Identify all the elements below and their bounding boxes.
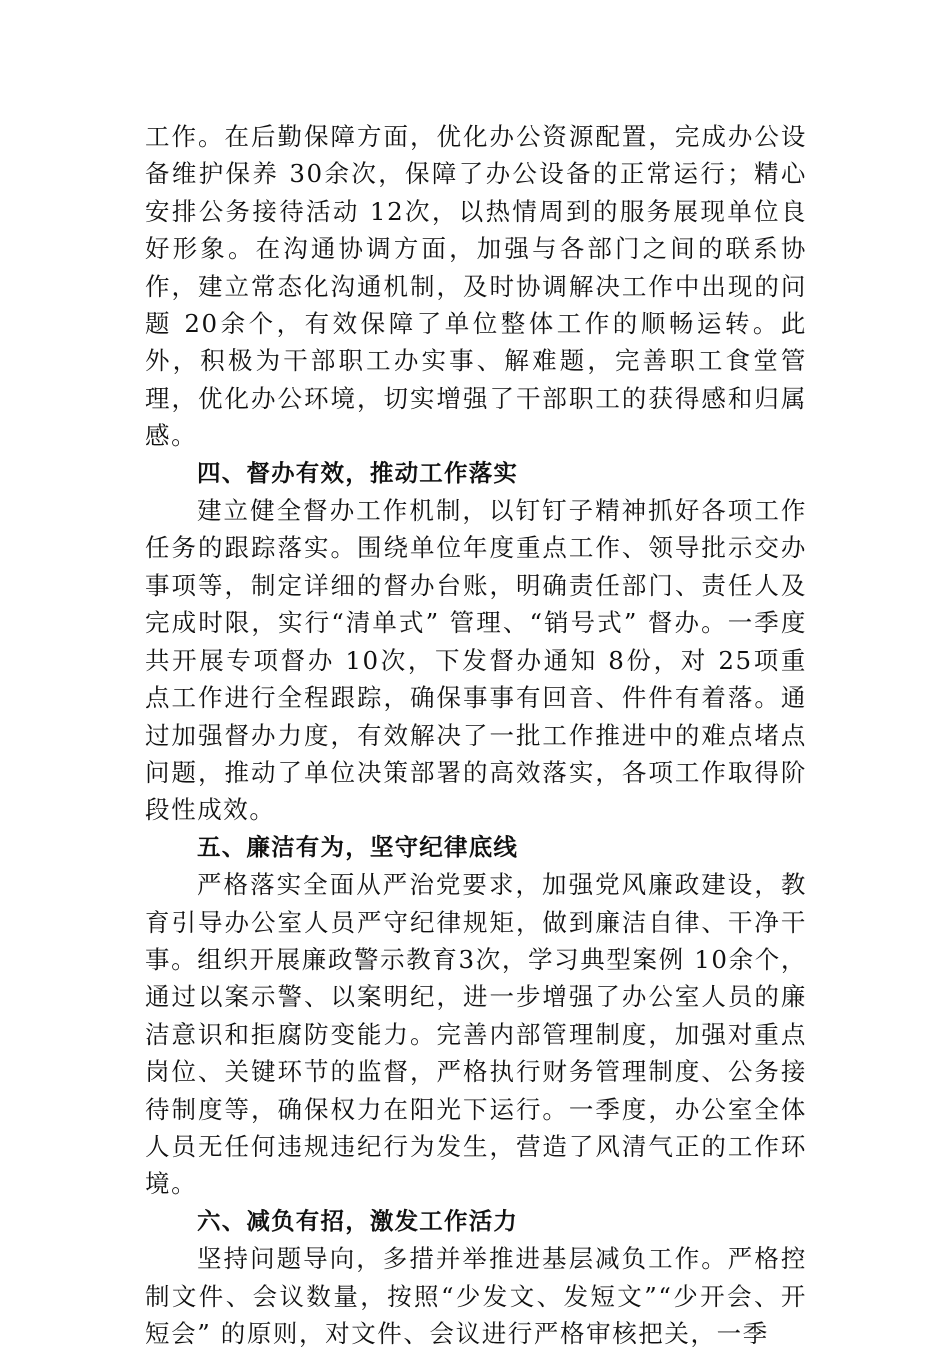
document-body: [145, 118, 807, 1352]
paragraph-burden-reduction: 坚持问题导向，多措并举推进基层减负工作。严格控制文件、会议数量，按照“少发文、发短文”“少开会、开短会” 的原则，对文件、会议进行严格审核把关，一季: [145, 1244, 807, 1348]
paragraph-supervision: 建立健全督办工作机制，以钉钉子精神抓好各项工作任务的跟踪落实。围绕单位年度重点工作、领导批示交办事项等，制定详细的督办台账，明确责任部门、责任人及完成时限，实行“清单式” 管理、“销号式” 督办。一季度共开展专项督办 10次，下发督办通知 8份，对 25项重点工作进行全程跟踪，确保事事有回音、件件有着落。通过加强督办力度，有效解决了一批工作推进中的难点堵点问题，推动了单位决策部署的高效落实，各项工作取得阶段性成效。: [145, 496, 807, 825]
paragraph-logistics: 工作。在后勤保障方面，优化办公资源配置，完成办公设备维护保养 30余次，保障了办公设备的正常运行；精心安排公务接待活动 12次，以热情周到的服务展现单位良好形象。在沟通协调方面，加强与各部门之间的联系协作，建立常态化沟通机制，及时协调解决工作中出现的问题 20余个，有效保障了单位整体工作的顺畅运转。此外，积极为干部职工办实事、解难题，完善职工食堂管理，优化办公环境，切实增强了干部职工的获得感和归属感。: [145, 122, 807, 451]
section-heading-integrity: 五、廉洁有为，坚守纪律底线: [197, 832, 519, 861]
section-heading-supervision: 四、督办有效，推动工作落实: [197, 458, 519, 487]
section-heading-burden-reduction: 六、减负有招，激发工作活力: [197, 1206, 519, 1235]
paragraph-integrity: 严格落实全面从严治党要求，加强党风廉政建设，教育引导办公室人员严守纪律规矩，做到廉洁自律、干净干事。组织开展廉政警示教育3次，学习典型案例 10余个，通过以案示警、以案明纪，进一步增强了办公室人员的廉洁意识和拒腐防变能力。完善内部管理制度，加强对重点岗位、关键环节的监督，严格执行财务管理制度、公务接待制度等，确保权力在阳光下运行。一季度，办公室全体人员无任何违规违纪行为发生，营造了风清气正的工作环境。: [145, 870, 807, 1199]
